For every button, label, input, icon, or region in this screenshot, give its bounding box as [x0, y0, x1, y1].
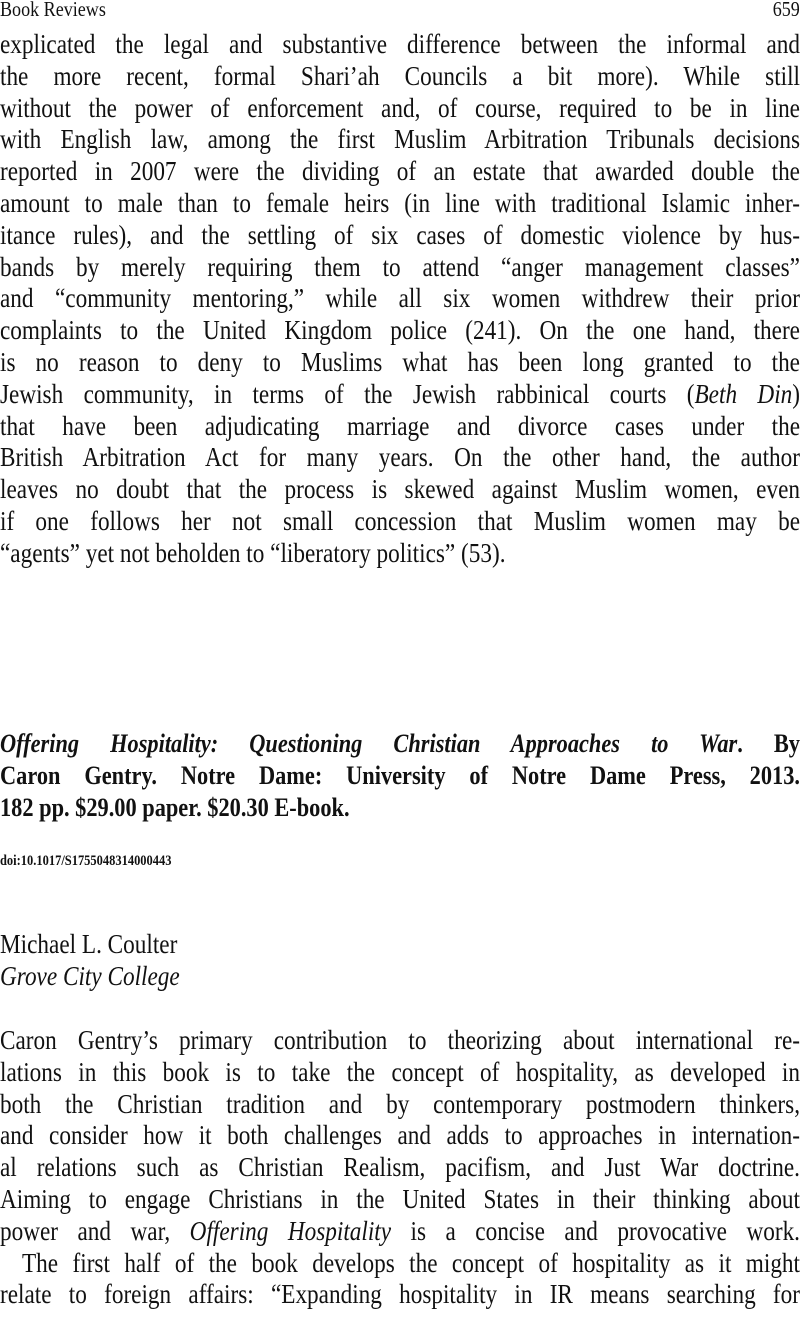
review-body	[0, 1025, 800, 1311]
book-title-inline: Offering Hospitality	[189, 1215, 392, 1246]
running-head	[0, 0, 800, 21]
italic-term: Beth Din	[694, 378, 793, 409]
text-line: and consider how it both challenges and adds to approaches in internation-	[0, 1120, 800, 1151]
text-line: itance rules), and the settling of six cases of domestic violence by hus-	[0, 219, 800, 250]
text-line: both the Christian tradition and by contemporary postmodern thinkers,	[0, 1088, 800, 1119]
page-number: 659	[772, 0, 800, 21]
book-title: Offering Hospitality: Questioning Christian Approaches to War	[0, 729, 738, 758]
text-line: Aiming to engage Christians in the United States in their thinking about	[0, 1183, 800, 1214]
text-line: with English law, among the first Muslim Arbitration Tribunals decisions	[0, 124, 800, 155]
citation-line: Caron Gentry. Notre Dame: University of Notre Dame Press, 2013.	[0, 761, 800, 790]
text-line: amount to male than to female heirs (in line with traditional Islamic inher-	[0, 187, 800, 218]
text-line: if one follows her not small concession that Muslim women may be	[0, 505, 800, 536]
reviewer-name: Michael L. Coulter	[0, 929, 178, 959]
text-line: explicated the legal and substantive difference between the informal and	[0, 29, 800, 59]
text-line: al relations such as Christian Realism, pacifism, and Just War doctrine.	[0, 1152, 800, 1183]
text-line: British Arbitration Act for many years. On the other hand, the author	[0, 442, 800, 473]
text-line: lations in this book is to take the concept of hospitality, as developed in	[0, 1056, 800, 1087]
text-line: and “community mentoring,” while all six women withdrew their prior	[0, 283, 800, 314]
text-line: Jewish community, in terms of the Jewish rabbinical courts (Beth Din)	[0, 378, 800, 409]
text-line: relate to foreign affairs: “Expanding hospitality in IR means searching for	[0, 1279, 800, 1310]
text-line: The first half of the book develops the concept of hospitality as it might	[22, 1247, 800, 1278]
continued-paragraph	[0, 29, 800, 570]
doi-identifier: doi:10.1017/S1755048314000443	[0, 853, 172, 869]
text-line: the more recent, formal Shari’ah Councils a bit more). While still	[0, 60, 800, 91]
citation-line: Offering Hospitality: Questioning Christian Approaches to War. By	[0, 729, 800, 758]
text-line: Caron Gentry’s primary contribution to theorizing about international re-	[0, 1025, 800, 1055]
text-line: “agents” yet not beholden to “liberatory politics” (53).	[0, 537, 506, 568]
text-line: that have been adjudicating marriage and divorce cases under the	[0, 410, 800, 441]
reviewer-affiliation: Grove City College	[0, 961, 180, 991]
journal-section-title: Book Reviews	[0, 0, 106, 21]
text-line: is no reason to deny to Muslims what has been long granted to the	[0, 346, 800, 377]
text-line: leaves no doubt that the process is skewed against Muslim women, even	[0, 474, 800, 505]
text-line: reported in 2007 were the dividing of an estate that awarded double the	[0, 156, 800, 187]
text-line: complaints to the United Kingdom police (241). On the one hand, there	[0, 315, 800, 346]
citation-line: 182 pp. $29.00 paper. $20.30 E-book.	[0, 793, 350, 822]
text-line: power and war, Offering Hospitality is a concise and provocative work.	[0, 1215, 800, 1246]
text-line: without the power of enforcement and, of course, required to be in line	[0, 92, 800, 123]
review-book-citation	[0, 728, 800, 824]
text-line: bands by merely requiring them to attend “anger management classes”	[0, 251, 800, 282]
